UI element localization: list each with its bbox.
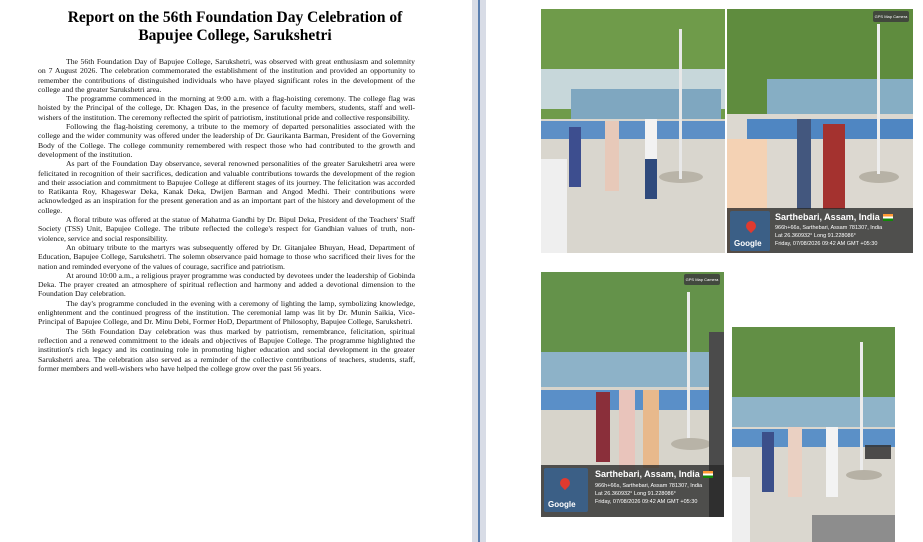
geotag-overlay bbox=[727, 208, 913, 253]
geotag-latlong: Lat 26.360932° Long 91.228086° bbox=[775, 233, 856, 239]
report-paragraph: As part of the Foundation Day observance, several renowned personalities of the greater Sarukshetri area were felicitated in recognition of their sacrifices, dedication and valuable contributions towards the development of the region and their association and commitment to Bapujee College at different stages of its journey. The felicitation was accorded to Ratikanta Roy, Khageswar Deka, Kanak Deka, Dwijen Barman and Angod Medhi. Their contributions were acknowledged as an inspiration for the present generation and as an important part of the history and development of the college. bbox=[38, 159, 415, 215]
report-title-line1: Report on the 56th Foundation Day Celebration of bbox=[67, 9, 403, 26]
photo-felicitation[interactable] bbox=[541, 272, 724, 517]
photo-flag-hoisting[interactable] bbox=[541, 9, 725, 253]
report-paragraph: A floral tribute was offered at the statue of Mahatma Gandhi by Dr. Bipul Deka, President of the Teachers' Staff Society (TSS) Unit, Bapujee College. The tribute reflected the college's respect for Gandhian values of truth, non-violence, service and social responsibility. bbox=[38, 215, 415, 243]
map-thumbnail bbox=[544, 468, 588, 512]
gps-camera-tag: GPS Map Camera bbox=[873, 11, 909, 22]
geotag-address: 966h+66s, Sarthebari, Assam 781307, India bbox=[775, 225, 883, 231]
photo-felicitation-2[interactable] bbox=[732, 327, 895, 542]
geotag-datetime: Friday, 07/08/2026 09:42 AM GMT +05:30 bbox=[595, 499, 698, 505]
photo-scene bbox=[541, 9, 725, 253]
india-flag-icon bbox=[883, 214, 893, 221]
geotag-datetime: Friday, 07/08/2026 09:42 AM GMT +05:30 bbox=[775, 241, 878, 247]
page-divider-line bbox=[478, 0, 480, 542]
report-title bbox=[20, 9, 450, 45]
report-paragraph: The day's programme concluded in the evening with a ceremony of lighting the lamp, symbolizing knowledge, enlightenment and the continued progress of the institution. The ceremonial lamp was lit by Dr. Munin Saikia, Vice-Principal of Bapujee College, and Dr. Minu Debi, Former HoD, Department of Philosophy, Bapujee College, Sarukshetri. bbox=[38, 298, 415, 327]
geotag-place-text: Sarthebari, Assam, India bbox=[775, 212, 880, 222]
report-paragraph: An obituary tribute to the martyrs was subsequently offered by Dr. Gitanjalee Bhuyan, Head, Department of Education, Bapujee College, Sarukshetri. The solemn observance paid homage to those who sacrificed their lives for the nation and reminded everyone of the values of courage, sacrifice and patriotism. bbox=[38, 242, 415, 271]
google-logo: Google bbox=[548, 500, 576, 509]
geotag-place bbox=[775, 212, 893, 222]
gps-camera-tag: GPS Map Camera bbox=[684, 274, 720, 285]
map-pin-icon bbox=[558, 476, 572, 490]
geotag-overlay bbox=[541, 465, 724, 517]
google-logo: Google bbox=[734, 239, 762, 248]
map-pin-icon bbox=[744, 219, 758, 233]
report-paragraph: At around 10:00 a.m., a religious prayer programme was conducted by devotees under the leadership of Gobinda Deka. The prayer created an atmosphere of spiritual reflection and harmony and added a devotional dimension to the Foundation Day celebration. bbox=[38, 270, 415, 299]
report-paragraph: The 56th Foundation Day of Bapujee College, Sarukshetri, was observed with great enthusiasm and solemnity on 7 August 2026. The celebration commemorated the establishment of the institution and provided an opportunity to remember the contributions of distinguished individuals who have played significant roles in the development of the college and the greater Sarukshetri area. bbox=[38, 57, 415, 94]
geotag-place-text: Sarthebari, Assam, India bbox=[595, 469, 700, 479]
report-paragraph: The programme commenced in the morning at 9:00 a.m. with a flag-hoisting ceremony. The college flag was hoisted by the Principal of the college, Dr. Khagen Das, in the presence of faculty members, students, staff and well-wishers of the institution. The ceremony reflected the spirit of patriotism, institutional pride and collective responsibility. bbox=[38, 94, 415, 122]
map-thumbnail bbox=[730, 211, 770, 251]
photo-scene bbox=[732, 327, 895, 542]
report-body bbox=[38, 57, 415, 373]
geotag-latlong: Lat 26.360932° Long 91.228086° bbox=[595, 491, 676, 497]
india-flag-icon bbox=[703, 471, 713, 478]
report-paragraph: Following the flag-hoisting ceremony, a tribute to the memory of departed personalities associated with the college and the wider community was offered under the leadership of Dr. Gaurikanta Barman, President of the Governing Body of the College. The college community remembered with respect those who had contributed to the growth and development of the institution. bbox=[38, 122, 415, 159]
geotag-address: 966h+66s, Sarthebari, Assam 781307, India bbox=[595, 483, 703, 489]
report-title-line2: Bapujee College, Sarukshetri bbox=[138, 27, 332, 44]
watermark-badge bbox=[865, 445, 891, 459]
photo-flag-hoisting-2[interactable] bbox=[727, 9, 913, 253]
geotag-place bbox=[595, 469, 713, 479]
report-paragraph: The 56th Foundation Day celebration was thus marked by patriotism, remembrance, felicitation, spiritual reflection and a renewed commitment to the ideals and objectives of Bapujee College. The programme highlighted the institution's rich legacy and its continuing role in promoting higher education and social development in the greater Sarukshetri area. The celebration also served as a reminder of the collective contributions of teachers, students, staff, former members and well-wishers who have helped the college grow over the past 56 years. bbox=[38, 326, 415, 373]
